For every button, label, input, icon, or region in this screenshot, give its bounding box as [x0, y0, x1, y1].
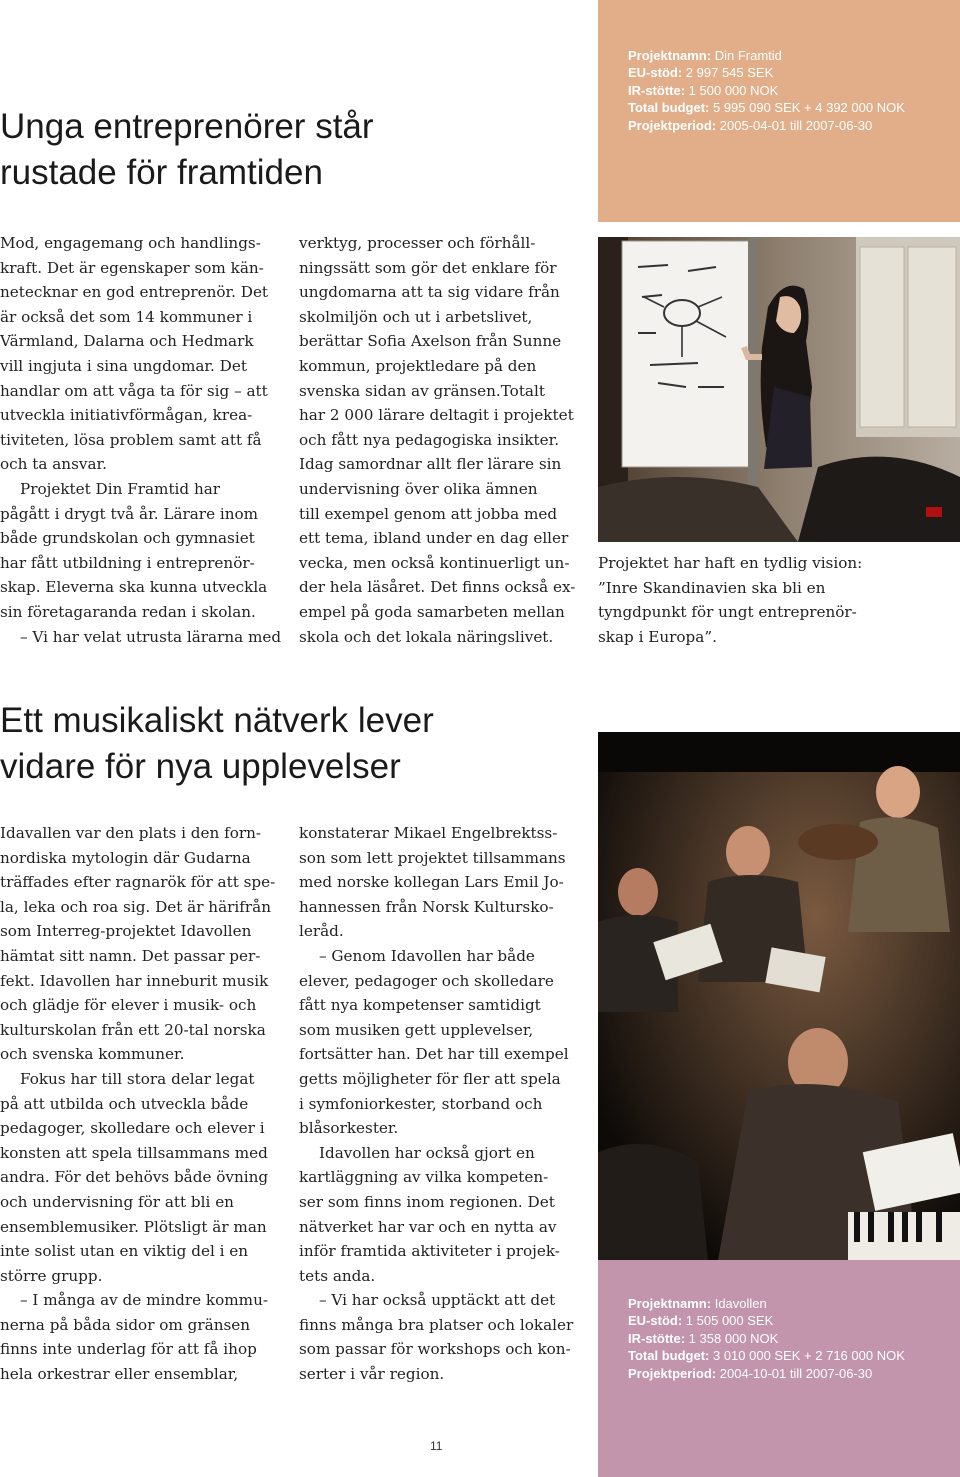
section2-heading-line: vidare för nya upplevelser [0, 747, 401, 786]
text-line: sin företagaranda redan i skolan. [0, 602, 256, 621]
text-line: Mod, engagemang och handlings- [0, 234, 261, 252]
text-line: både grundskolan och gymnasiet [0, 529, 255, 548]
text-line: getts möjligheter för fler att spela [299, 1069, 561, 1088]
text-line: Idavollen har också gjort en [319, 1143, 535, 1162]
section2-heading-line: Ett musikaliskt nätverk lever [0, 701, 434, 740]
text-line: och ta ansvar. [0, 455, 107, 474]
text-line: har 2 000 lärare deltagit i projektet [299, 406, 574, 425]
text-line: har fått utbildning i entreprenör- [0, 553, 255, 572]
info-row-eu-support: EU-stöd: 1 505 000 SEK [628, 1313, 774, 1329]
section2-column-1 [0, 821, 285, 1387]
text-line: och svenska kommuner. [0, 1045, 185, 1064]
text-line: son som lett projektet tillsammans [299, 848, 566, 867]
info-row-ir-support: IR-stötte: 1 500 000 NOK [628, 82, 779, 98]
text-line: pågått i drygt två år. Lärare inom [0, 504, 259, 523]
text-line: handlar om att våga ta för sig – att [0, 381, 268, 400]
text-line: tiviteten, lösa problem samt att få [0, 430, 262, 449]
info-row-total-budget: Total budget: 5 995 090 SEK + 4 392 000 NOK [628, 100, 905, 116]
info-row-project-name: Projektnamn: Idavollen [628, 1296, 767, 1311]
text-line: elever, pedagoger och skolledare [299, 971, 554, 990]
text-line: hannessen från Norsk Kultursko- [299, 897, 554, 916]
text-line: som Interreg-projektet Idavollen [0, 922, 252, 941]
section2-info-list [628, 1295, 905, 1382]
text-line: vecka, men också kontinuerligt un- [299, 553, 570, 572]
text-line: Projektet Din Framtid har [20, 479, 221, 498]
text-line: pedagoger, skolledare och elever i [0, 1119, 265, 1138]
section2-column-2 [299, 821, 584, 1387]
text-line: skap i Europa”. [598, 627, 717, 646]
text-line: nätverket har var och en nytta av [299, 1217, 557, 1236]
photo-flipchart-presentation [598, 237, 960, 542]
text-line: Värmland, Dalarna och Hedmark [0, 332, 254, 351]
text-line: leråd. [299, 922, 344, 941]
text-line: Fokus har till stora delar legat [20, 1069, 255, 1088]
text-line: kartläggning av vilka kompeten- [299, 1168, 549, 1187]
text-line: la, leka och roa sig. Det är härifrån [0, 897, 271, 916]
text-line: verktyg, processer och förhåll- [299, 234, 536, 252]
text-line: – Vi har också upptäckt att det [319, 1291, 556, 1310]
section1-info-box [598, 0, 960, 222]
text-line: ser som finns inom regionen. Det [299, 1192, 555, 1211]
text-line: finns inte underlag för att få ihop [0, 1340, 257, 1359]
text-line: ett tema, ibland under en dag eller [299, 529, 569, 548]
text-line: finns många bra platser och lokaler [299, 1315, 574, 1334]
text-line: nordiska mytologin där Gudarna [0, 848, 251, 867]
text-line: kommun, projektledare på den [299, 356, 537, 375]
text-line: – Genom Idavollen har både [319, 946, 535, 965]
text-line: träffades efter ragnarök för att spe- [0, 873, 276, 892]
text-line: i symfoniorkester, storband och [299, 1094, 543, 1113]
text-line: på att utbilda och utveckla både [0, 1094, 249, 1113]
section1-column-1 [0, 231, 285, 649]
text-line: och fått nya pedagogiska insikter. [299, 430, 560, 449]
text-line: som musiken gett upplevelser, [299, 1020, 534, 1039]
text-line: större grupp. [0, 1266, 103, 1285]
text-line: konstaterar Mikael Engelbrektss- [299, 824, 558, 842]
text-line: tyngdpunkt för ungt entreprenör- [598, 603, 857, 622]
flipchart-photo-illustration [598, 237, 960, 542]
page-number: 11 [430, 1439, 443, 1453]
text-line: netecknar en god entreprenör. Det [0, 283, 269, 302]
text-line: – Vi har velat utrusta lärarna med [20, 627, 282, 646]
text-line: svenska sidan av gränsen.Totalt [299, 381, 545, 400]
text-line: berättar Sofia Axelson från Sunne [299, 332, 562, 351]
text-line: som passar för workshops och kon- [299, 1340, 571, 1359]
text-line: Idag samordnar allt fler lärare sin [299, 455, 562, 474]
text-line: skap. Eleverna ska kunna utveckla [0, 578, 268, 597]
text-line: ensemblemusiker. Plötsligt är man [0, 1217, 267, 1236]
text-line: nerna på båda sidor om gränsen [0, 1315, 251, 1334]
text-line: tets anda. [299, 1266, 376, 1285]
section1-column-3 [598, 551, 960, 649]
text-line: och undervisning för att bli en [0, 1192, 234, 1211]
text-line: kraft. Det är egenskaper som kän- [0, 258, 264, 277]
text-line: andra. För det behövs både övning [0, 1168, 269, 1187]
section2-info-box [598, 1260, 960, 1477]
text-line: skolmiljön och ut i arbetslivet, [299, 307, 533, 326]
text-line: fått nya kompetenser samtidigt [299, 996, 541, 1015]
text-line: till exempel genom att jobba med [299, 504, 558, 523]
ensemble-photo-illustration [598, 732, 960, 1260]
photo-music-ensemble [598, 732, 960, 1260]
text-line: inte solist utan en viktig del i en [0, 1242, 249, 1261]
text-line: serter i vår region. [299, 1365, 445, 1384]
section1-heading-line: Unga entreprenörer står [0, 107, 374, 146]
text-line: med norske kollegan Lars Emil Jo- [299, 873, 564, 892]
text-line: Idavallen var den plats i den forn- [0, 824, 262, 842]
section1-heading-line: rustade för framtiden [0, 153, 323, 192]
info-row-project-name: Projektnamn: Din Framtid [628, 48, 782, 63]
text-line: undervisning över olika ämnen [299, 479, 538, 498]
text-line: blåsorkester. [299, 1119, 399, 1138]
info-row-project-period: Projektperiod: 2004-10-01 till 2007-06-30 [628, 1365, 873, 1381]
text-line: – I många av de mindre kommu- [20, 1291, 268, 1310]
text-line: vill ingjuta i sina ungdomar. Det [0, 356, 247, 375]
text-line: der hela läsåret. Det finns också ex- [299, 578, 576, 597]
text-line: fortsätter han. Det har till exempel [299, 1045, 569, 1064]
info-row-eu-support: EU-stöd: 2 997 545 SEK [628, 65, 774, 81]
text-line: empel på goda samarbeten mellan [299, 602, 565, 621]
text-line: ungdomarna att ta sig vidare från [299, 283, 560, 302]
text-line: inför framtida aktiviteter i projek- [299, 1242, 560, 1261]
info-row-project-period: Projektperiod: 2005-04-01 till 2007-06-30 [628, 117, 873, 133]
section1-info-list [628, 47, 905, 134]
text-line: Projektet har haft en tydlig vision: [598, 554, 863, 572]
text-line: fekt. Idavollen har inneburit musik [0, 971, 269, 990]
text-line: och glädje för elever i musik- och [0, 996, 257, 1015]
text-line: hämtat sitt namn. Det passar per- [0, 946, 261, 965]
text-line: ningssätt som gör det enklare för [299, 258, 557, 277]
text-line: hela orkestrar eller ensemblar, [0, 1365, 239, 1384]
info-row-total-budget: Total budget: 3 010 000 SEK + 2 716 000 NOK [628, 1348, 905, 1364]
info-row-ir-support: IR-stötte: 1 358 000 NOK [628, 1330, 779, 1346]
text-line: kulturskolan från ett 20-tal norska [0, 1020, 266, 1039]
text-line: ”Inre Skandinavien ska bli en [598, 578, 826, 597]
section2-heading [0, 698, 434, 790]
section1-heading [0, 104, 374, 196]
section1-column-2 [299, 231, 584, 649]
text-line: konsten att spela tillsammans med [0, 1143, 268, 1162]
text-line: skola och det lokala näringslivet. [299, 627, 554, 646]
text-line: är också det som 14 kommuner i [0, 307, 253, 326]
text-line: utveckla initiativförmågan, krea- [0, 406, 253, 425]
